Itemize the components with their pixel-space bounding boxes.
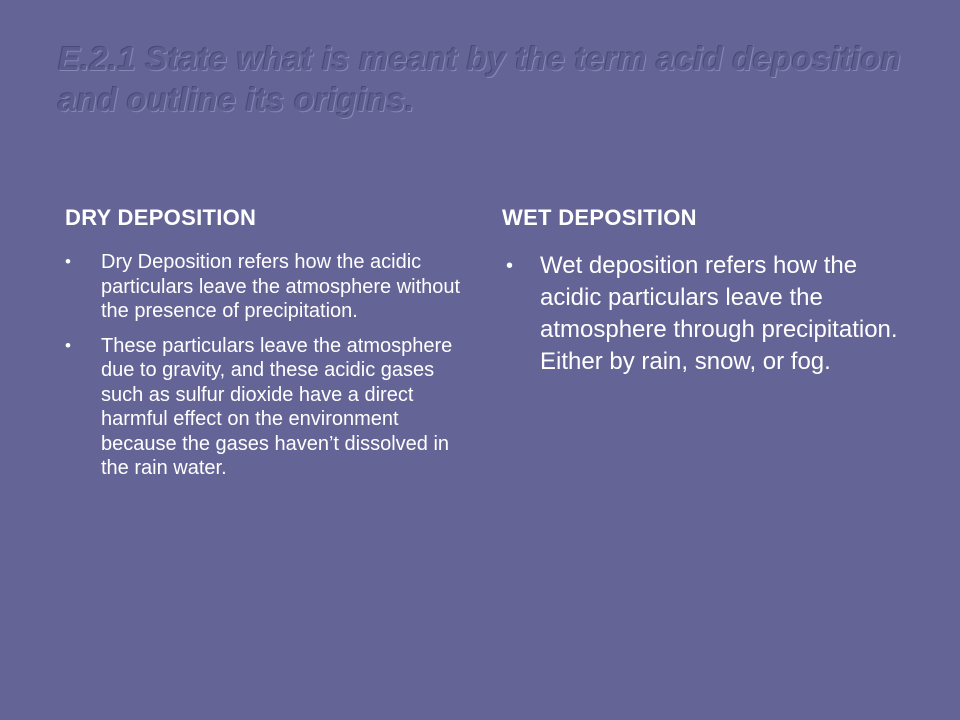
bullet-icon: •: [65, 335, 71, 355]
wet-deposition-list: [502, 250, 902, 378]
list-item: [65, 334, 475, 481]
wet-bullet-text: Wet deposition refers how the acidic particulars leave the atmosphere through precipitation. Either by rain, snow, or fog.: [540, 252, 898, 375]
wet-deposition-heading: WET DEPOSITION: [502, 205, 697, 230]
dry-deposition-heading: DRY DEPOSITION: [65, 205, 257, 230]
bullet-icon: •: [65, 252, 71, 271]
list-item: [502, 250, 902, 378]
dry-deposition-column: [65, 200, 475, 491]
bullet-icon: •: [506, 255, 514, 277]
slide-title: E.2.1 State what is meant by the term acid deposition and outline its origins.: [58, 40, 902, 118]
wet-deposition-column: [502, 200, 902, 378]
list-item: [65, 250, 475, 324]
dry-deposition-list: [65, 250, 475, 481]
dry-bullet-text: These particulars leave the atmosphere due to gravity, and these acidic gases such as sulfur dioxide have a direct harmful effect on the environment because the gases haven’t dissolved in the rain water.: [101, 334, 453, 479]
dry-bullet-text: Dry Deposition refers how the acidic particulars leave the atmosphere without the presence of precipitation.: [101, 251, 461, 322]
